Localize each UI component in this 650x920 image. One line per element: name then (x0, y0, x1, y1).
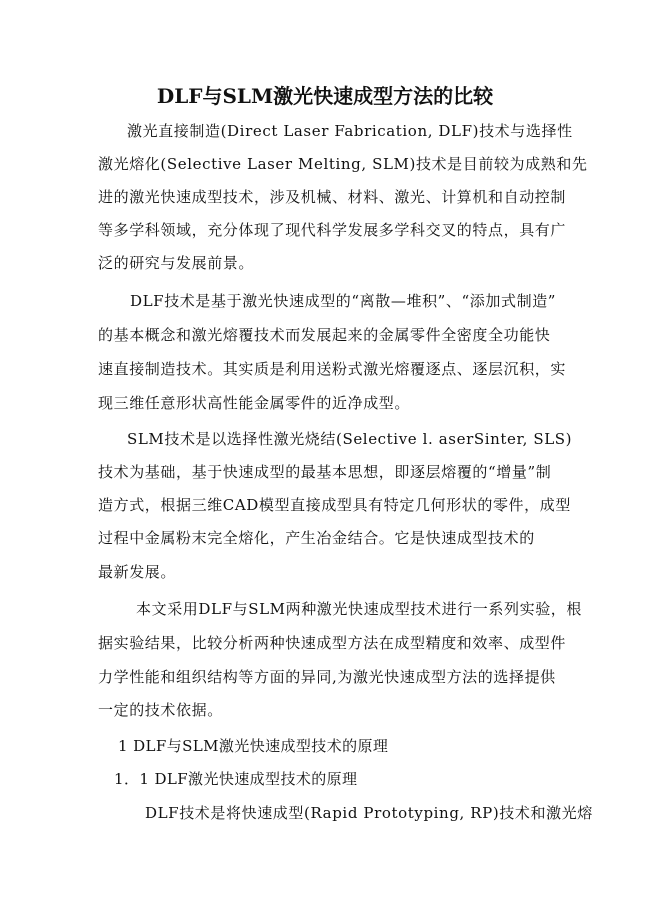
paragraph-1-line-2: 激光熔化(Selective Laser Melting, SLM)技术是目前较为成熟和先 (98, 155, 588, 173)
paragraph-1-line-4: 等多学科领域，充分体现了现代科学发展多学科交叉的特点，具有广 (98, 221, 567, 239)
paragraph-3-line-3: 造方式，根据三维CAD模型直接成型具有特定几何形状的零件，成型 (98, 496, 571, 514)
document-title: DLF与SLM激光快速成型方法的比较 (156, 84, 494, 108)
paragraph-4-line-1: 本文采用DLF与SLM两种激光快速成型技术进行一系列实验，根 (136, 600, 582, 618)
paragraph-2-line-2: 的基本概念和激光熔覆技术而发展起来的金属零件全密度全功能快 (98, 326, 551, 344)
paragraph-4-line-4: 一定的技术依据。 (98, 701, 223, 719)
section-heading: 1 DLF与SLM激光快速成型技术的原理 (118, 737, 389, 755)
paragraph-3-line-1: SLM技术是以选择性激光烧结(Selective l. aserSinter, SLS) (127, 430, 573, 448)
paragraph-2-line-3: 速直接制造技术。其实质是利用送粉式激光熔覆逐点、逐层沉积，实 (98, 360, 567, 378)
subsection-heading: 1．1 DLF激光快速成型技术的原理 (114, 770, 358, 788)
paragraph-3-line-2: 技术为基础，基于快速成型的最基本思想，即逐层熔覆的“增量”制 (98, 463, 552, 481)
paragraph-5-line-1: DLF技术是将快速成型(Rapid Prototyping, RP)技术和激光熔 (145, 804, 593, 822)
paragraph-2-line-4: 现三维任意形状高性能金属零件的近净成型。 (98, 394, 411, 412)
paragraph-3-line-5: 最新发展。 (98, 563, 177, 581)
paragraph-1-line-3: 进的激光快速成型技术，涉及机械、材料、激光、计算机和自动控制 (98, 188, 567, 206)
paragraph-4-line-2: 据实验结果，比较分析两种快速成型方法在成型精度和效率、成型件 (98, 634, 567, 652)
paragraph-3-line-4: 过程中金属粉末完全熔化，产生冶金结合。它是快速成型技术的 (98, 529, 535, 547)
paragraph-4-line-3: 力学性能和组织结构等方面的异同,为激光快速成型方法的选择提供 (98, 668, 556, 686)
paragraph-2-line-1: DLF技术是基于激光快速成型的“离散—堆积”、“添加式制造” (130, 292, 557, 310)
paragraph-1-line-5: 泛的研究与发展前景。 (98, 254, 255, 272)
paragraph-1-line-1: 激光直接制造(Direct Laser Fabrication, DLF)技术与选择性 (127, 122, 573, 140)
